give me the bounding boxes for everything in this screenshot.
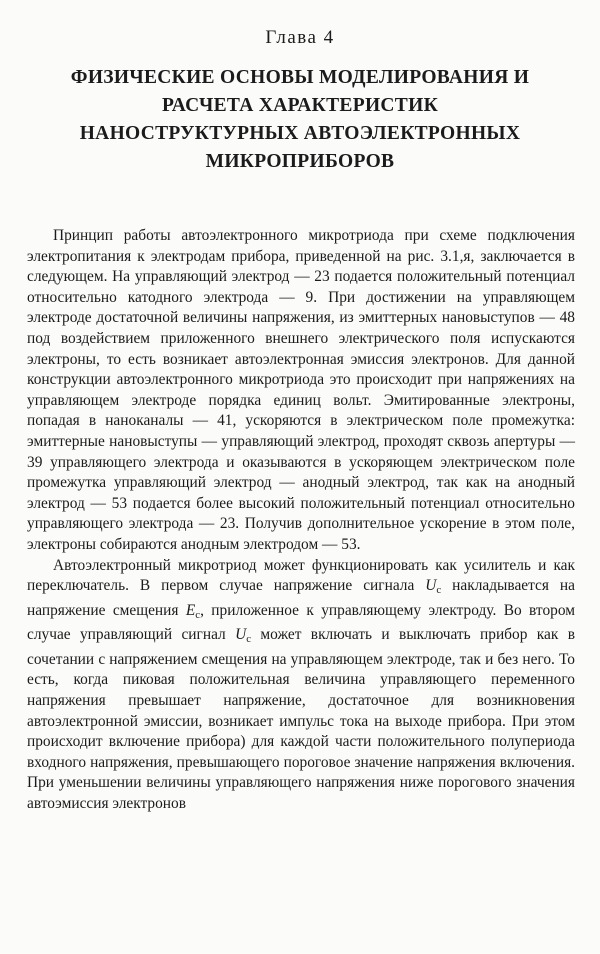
chapter-title	[40, 64, 560, 176]
bias-voltage-symbol	[186, 602, 200, 619]
paragraph-2	[27, 556, 575, 815]
signal-voltage-subscript: c	[436, 584, 442, 597]
chapter-title-line-4: МИКРОПРИБОРОВ	[205, 151, 395, 172]
chapter-header	[40, 26, 560, 176]
signal-voltage-symbol	[425, 577, 442, 597]
control-signal-subscript: c	[246, 633, 252, 646]
bias-voltage-subscript: c	[195, 608, 201, 621]
paragraph-2-text-4: может включать и выключать прибор как в сочетании с напряжением смещения на управляющем электроде, так и без него. То есть, когда пиковая положительная величина управляющего переменного напряжения превышает напряжение, достаточное для возникновения автоэлектронной эмиссии, возникает импульс тока на выходе прибора. При этом происходит включение прибора) для каждой части положительного полупериода входного напряжения, превышающего пороговое значение напряжения включения. При уменьшении величины управляющего напряжения ниже порогового значения автоэмиссия электронов	[27, 626, 575, 813]
bias-voltage-symbol-main: E	[185, 601, 196, 619]
control-signal-symbol-main: U	[235, 626, 247, 644]
paragraph-2-text-1: Автоэлектронный микротриод может функционировать как усилитель и как переключатель. В первом случае напряжение сигнала	[27, 556, 575, 595]
control-signal-symbol	[235, 626, 252, 646]
body-text	[27, 226, 575, 815]
paragraph-2-text-3: , приложенное к управляющему электроду. Во втором случае управляющий сигнал	[27, 601, 575, 644]
paragraph-1: Принцип работы автоэлектронного микротриода при схеме подключения электропитания к электродам прибора, приведенной на рис. 3.1,я, заключается в следующем. На управляющий электрод — 23 подается положительный потенциал относительно катодного электрода — 9. При достижении на управляющем электроде достаточной величины напряжения, из эмиттерных нановыступов — 48 под воздействием приложенного внешнего электрического поля испускаются электроны, то есть возникает автоэлектронная эмиссия электронов. Для данной конструкции автоэлектронного микротриода это происходит при напряжениях на управляющем электроде порядка единиц вольт. Эмитированные электроны, попадая в наноканалы — 41, ускоряются в электрическом поле промежутка: эмиттерные нановыступы — управляющий электрод, проходят сквозь апертуры — 39 управляющего электрода и оказываются в ускоряющем электрическом поле промежутка управляющий электрод — анодный электрод, так как на анодный электрод — 53 подается более высокий положительный потенциал относительно управляющего электрода — 23. Получив дополнительное ускорение в этом поле, электроны собираются анодным электродом — 53.	[27, 227, 575, 553]
paragraph-2-text-2: накладывается на напряжение смещения	[27, 577, 575, 619]
chapter-title-line-2: РАСЧЕТА ХАРАКТЕРИСТИК	[161, 95, 439, 116]
chapter-title-line-1: ФИЗИЧЕСКИЕ ОСНОВЫ МОДЕЛИРОВАНИЯ И	[70, 67, 530, 88]
chapter-number: Глава 4	[265, 27, 335, 48]
chapter-title-line-3: НАНОСТРУКТУРНЫХ АВТОЭЛЕКТРОННЫХ	[79, 123, 521, 144]
signal-voltage-symbol-main: U	[425, 577, 437, 595]
